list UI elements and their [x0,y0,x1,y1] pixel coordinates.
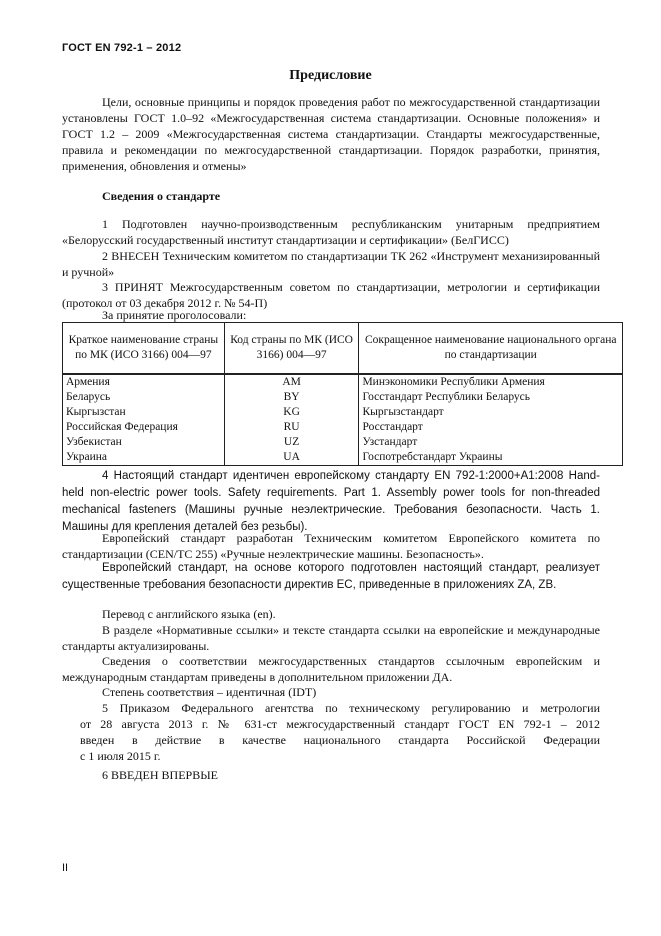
table-row [63,405,623,420]
document-header: ГОСТ EN 792-1 – 2012 [62,42,182,54]
item-4-directives: Европейский стандарт, на основе которого подготовлен настоящий стандарт, реализует существенные требования безопасности директив ЕС, приведенные в приложениях ZA, ZB. [62,562,600,591]
country-cell: Кыргызстан [63,405,225,420]
item-2-paragraph: 2 ВНЕСЕН Техническим комитетом по стандартизации ТК 262 «Инструмент механизированный и ручной» [62,249,600,279]
table-row [63,450,623,466]
country-cell: Беларусь [63,390,225,405]
country-cell: Украина [63,450,225,466]
item-4-correspondence: Сведения о соответствии межгосударственных стандартов ссылочным европейским и международным стандартам приведены в дополнительном приложении ДА. [62,654,600,684]
body-cell: Госстандарт Республики Беларусь [359,390,623,405]
code-cell: RU [224,420,359,435]
code-cell: UZ [224,435,359,450]
table-header-row [63,323,623,375]
code-cell: UA [224,450,359,466]
page-number: II [62,862,69,874]
section-heading: Сведения о стандарте [102,189,221,203]
header-body: Сокращенное наименование национального органа по стандартизации [359,323,623,375]
body-cell: Минэкономики Республики Армения [359,374,623,390]
item-5-line-2: от 28 августа 2013 г. № 631-ст межгосударственный стандарт ГОСТ EN 792-1 – 2012 [80,717,600,731]
code-cell: KG [224,405,359,420]
body-cell: Госпотребстандарт Украины [359,450,623,466]
item-5-line-1: 5 Приказом Федерального агентства по техническому регулированию и метрологии [102,701,600,715]
item-5-line-3: введен в действие в качестве национального стандарта Российской Федерации [80,733,600,747]
vote-intro: За принятие проголосовали: [102,308,247,322]
item-4-degree: Степень соответствия – идентичная (IDT) [102,685,317,699]
intro-paragraph: Цели, основные принципы и порядок проведения работ по межгосударственной стандартизации установлены ГОСТ 1.0–92 «Межгосударственная система стандартизации. Основные положения» и ГОСТ 1.2 – 2009 «Межгосударственная система стандартизации. Стандарты межгосударственные, правила и рекомендации по межгосударственной стандартизации. Порядок разработки, принятия, применения, обновления и отмены» [62,95,600,173]
item-3-paragraph: 3 ПРИНЯТ Межгосударственным советом по стандартизации, метрологии и сертификации (протокол от 03 декабря 2012 г. № 54-П) [62,280,600,310]
country-cell: Российская Федерация [63,420,225,435]
country-cell: Армения [63,374,225,390]
item-6-paragraph: 6 ВВЕДЕН ВПЕРВЫЕ [102,768,218,782]
country-cell: Узбекистан [63,435,225,450]
header-country: Краткое наименование страны по МК (ИСО 3166) 004—97 [63,323,225,375]
table-row [63,420,623,435]
table-row [63,435,623,450]
item-1-paragraph: 1 Подготовлен научно-производственным республиканским унитарным предприятием «Белорусский государственный институт стандартизации и сертификации» (БелГИСС) [62,217,600,247]
table-row [63,390,623,405]
body-cell: Узстандарт [359,435,623,450]
code-cell: BY [224,390,359,405]
body-cell: Кыргызстандарт [359,405,623,420]
item-4-european-tc: Европейский стандарт разработан Техническим комитетом Европейского комитета по стандартизации (CEN/TC 255) «Ручные неэлектрические машины. Безопасность». [62,531,600,561]
item-4-paragraph: 4 Настоящий стандарт идентичен европейскому стандарту EN 792-1:2000+A1:2008 Hand-held non-electric power tools. Safety requirements. Part 1. Assembly power tools for non-threaded mechanical fasteners (Машины ручные неэлектрические. Требования безопасности. Часть 1. Машины для крепления деталей без резьбы). [62,470,600,533]
item-4-references: В разделе «Нормативные ссылки» и тексте стандарта ссылки на европейские и международные стандарты актуализированы. [62,623,600,653]
item-4-translation: Перевод с английского языка (en). [102,607,276,621]
code-cell: AM [224,374,359,390]
table-row [63,374,623,390]
item-5-line-4: с 1 июля 2015 г. [80,749,161,763]
body-cell: Росстандарт [359,420,623,435]
countries-table [62,322,623,466]
page-title: Предисловие [289,68,372,83]
header-code: Код страны по МК (ИСО 3166) 004—97 [224,323,359,375]
